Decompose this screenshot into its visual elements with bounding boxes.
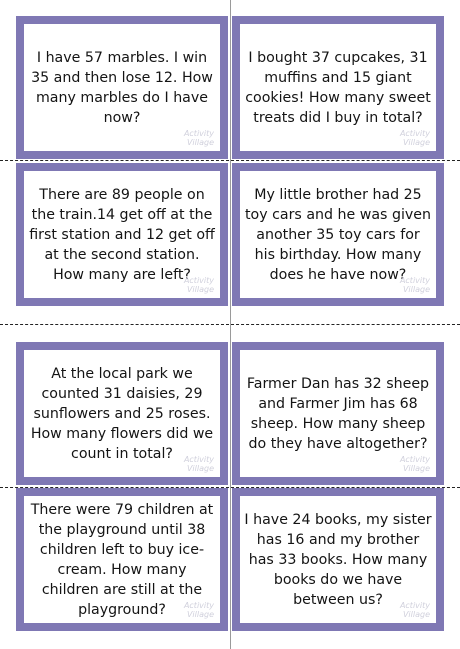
card-text: I have 24 books, my sister has 16 and my brother has 33 books. How many books do we have between us? — [244, 511, 432, 608]
word-problem-card — [16, 342, 228, 485]
card-text: Farmer Dan has 32 sheep and Farmer Jim has 68 sheep. How many sheep do they have altogether? — [246, 375, 430, 452]
card-text: There were 79 children at the playground until 38 children left to buy ice-cream. How many children are still at the playground? — [30, 501, 214, 618]
card-text: My little brother had 25 toy cars and he was given another 35 toy cars for his birthday. How many does he have now? — [244, 186, 432, 283]
watermark-logo: Activity Village — [399, 455, 430, 473]
word-problem-card — [232, 488, 444, 631]
word-problem-card — [16, 163, 228, 306]
watermark-logo: Activity Village — [183, 601, 214, 619]
watermark-logo: Activity Village — [399, 601, 430, 619]
word-problem-card — [16, 488, 228, 631]
cut-line-dashed — [0, 324, 460, 325]
card-text: There are 89 people on the train.14 get off at the first station and 12 get off at the second station. How many are left? — [29, 186, 215, 283]
card-text: I have 57 marbles. I win 35 and then lose 12. How many marbles do I have now? — [31, 49, 213, 126]
card-text: At the local park we counted 31 daisies, 29 sunflowers and 25 roses. How many flowers did we count in total? — [30, 365, 214, 462]
watermark-logo: Activity Village — [183, 455, 214, 473]
card-text: I bought 37 cupcakes, 31 muffins and 15 giant cookies! How many sweet treats did I buy in total? — [245, 49, 431, 126]
word-problem-card — [232, 163, 444, 306]
watermark-logo: Activity Village — [183, 129, 214, 147]
word-problem-card — [232, 16, 444, 159]
cut-line-dashed — [0, 160, 460, 161]
watermark-logo: Activity Village — [399, 129, 430, 147]
watermark-logo: Activity Village — [183, 276, 214, 294]
watermark-logo: Activity Village — [399, 276, 430, 294]
word-problem-card — [16, 16, 228, 159]
word-problem-card — [232, 342, 444, 485]
